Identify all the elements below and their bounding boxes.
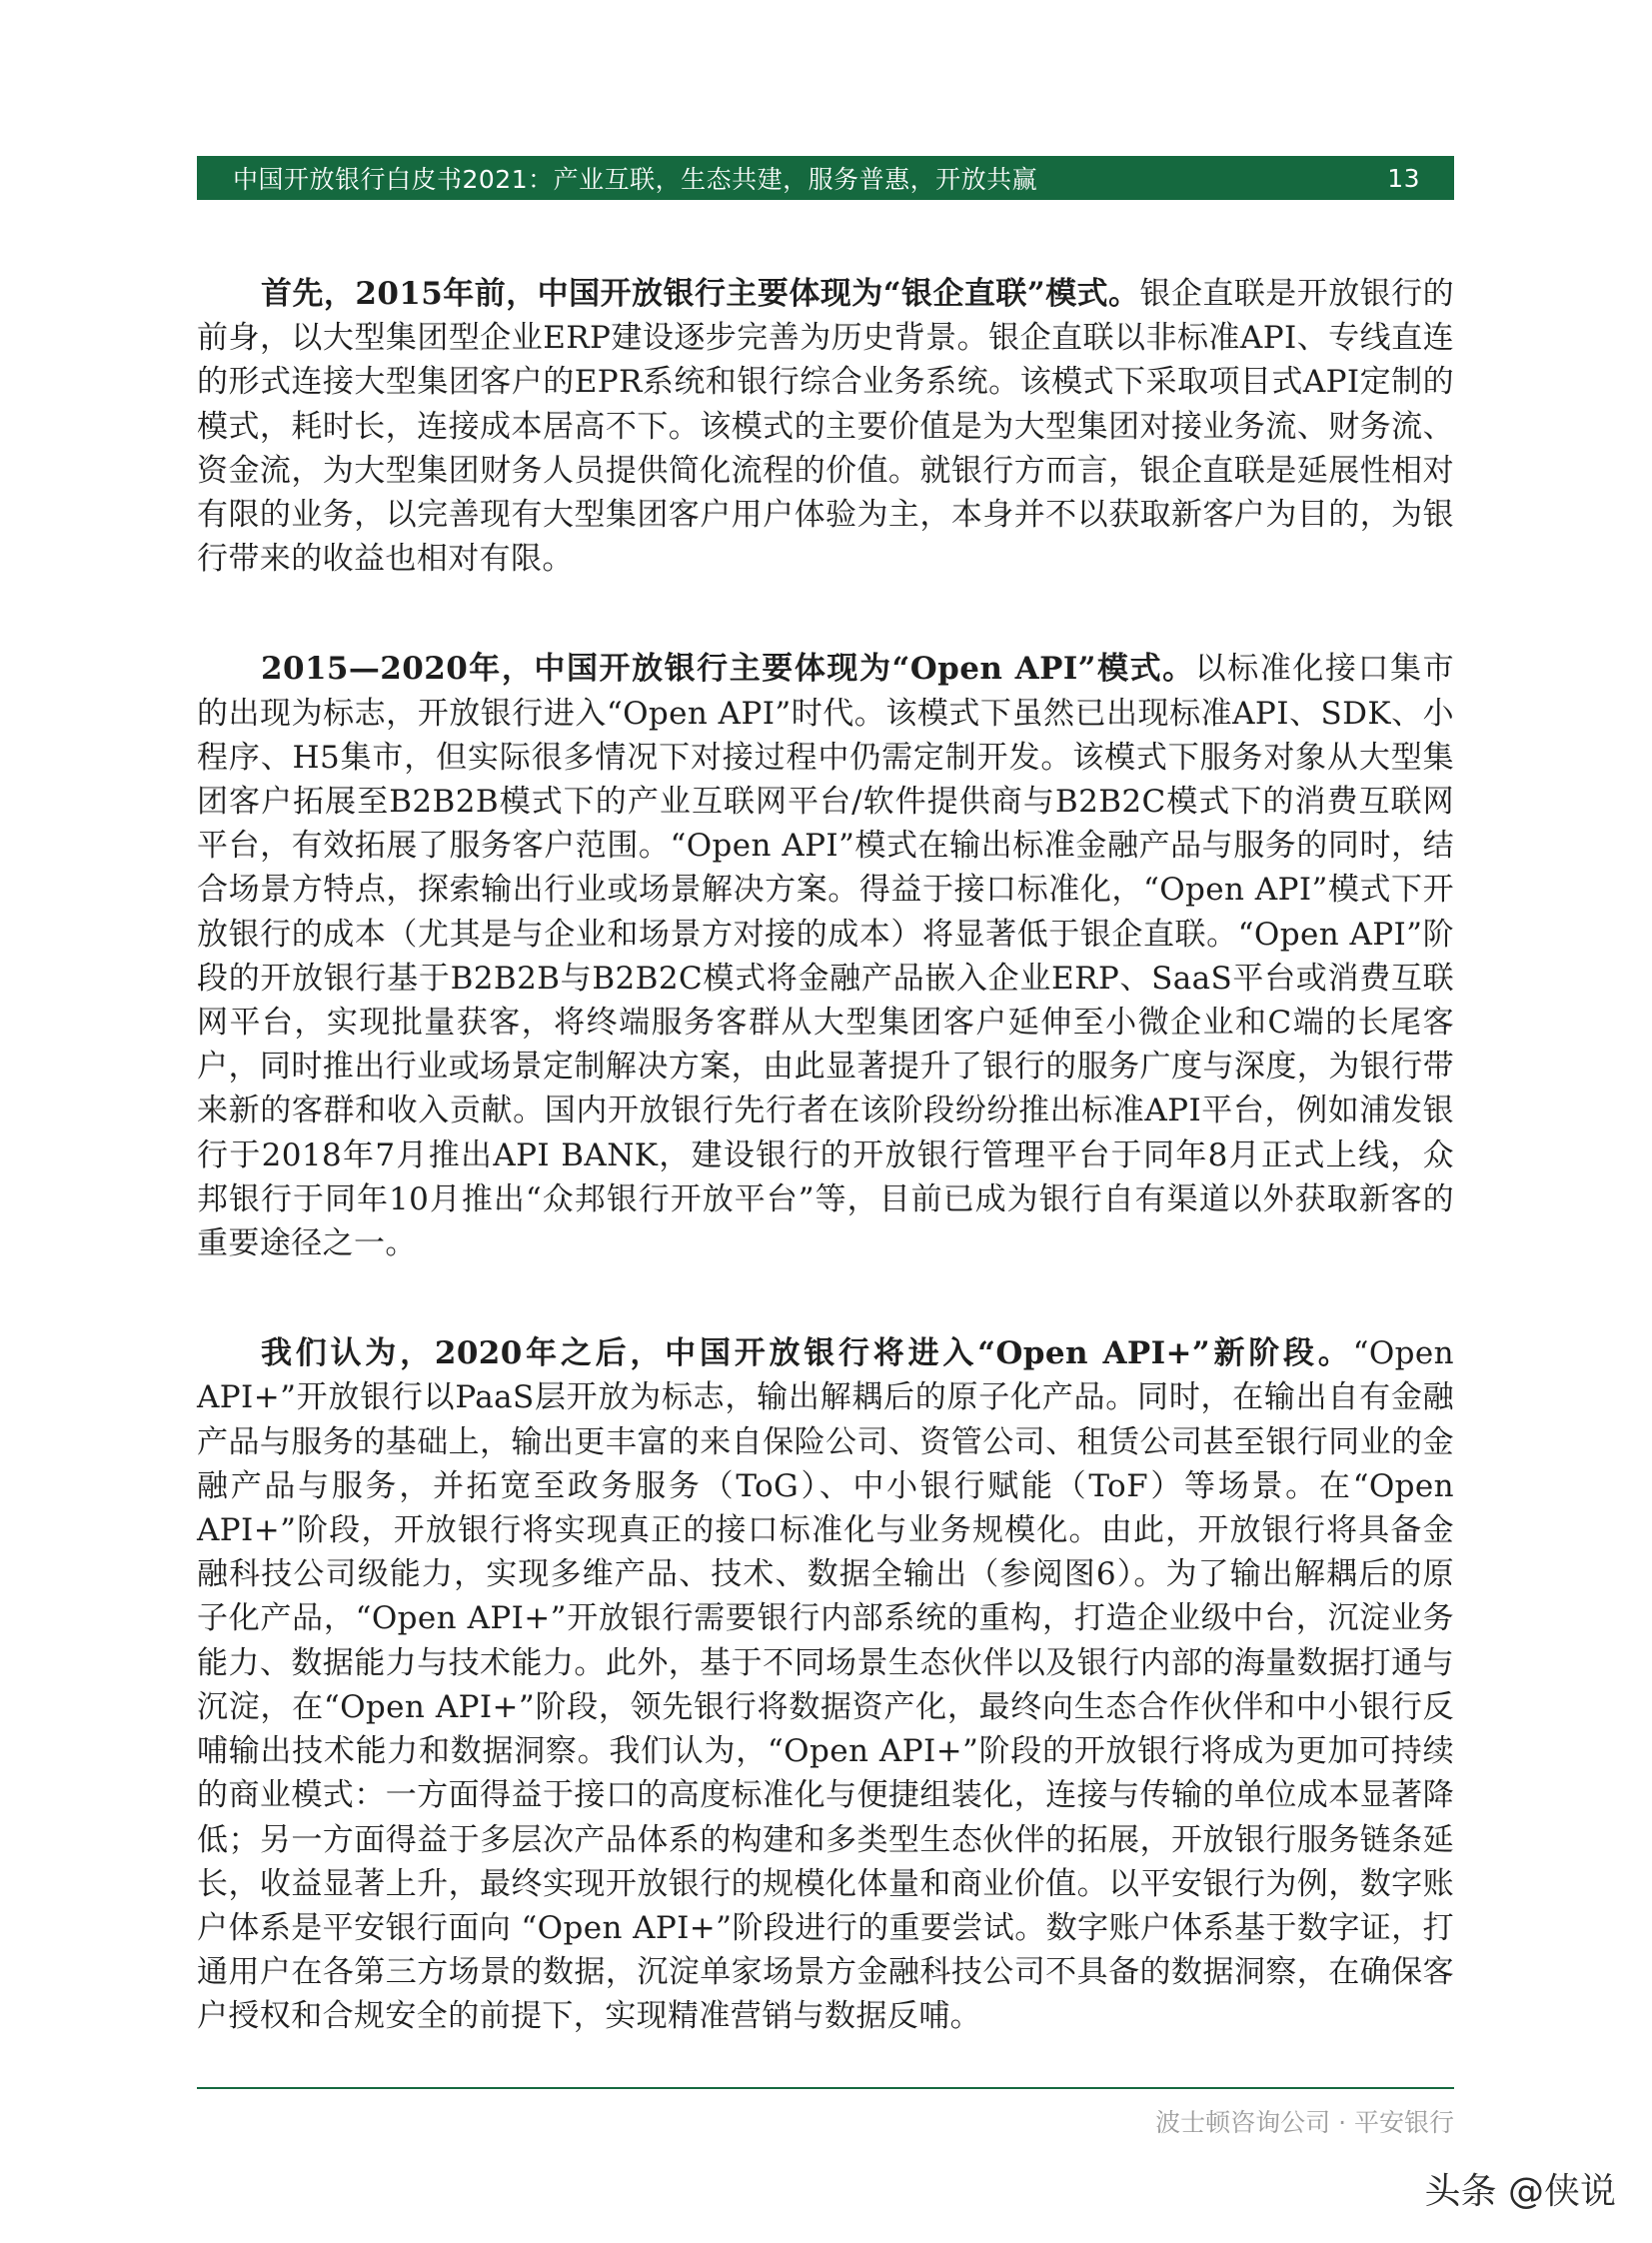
paragraph-1 [197,272,1454,581]
paragraph-3-lead: 我们认为，2020年之后，中国开放银行将进入“Open API+”新阶段。 [261,1335,1353,1372]
paragraph-1-body: 银企直联是开放银行的前身，以大型集团型企业ERP建设逐步完善为历史背景。银企直联以非标准API、专线直连的形式连接大型集团客户的EPR系统和银行综合业务系统。该模式下采取项目式API定制的模式，耗时长，连接成本居高不下。该模式的主要价值是为大型集团对接业务流、财务流、资金流，为大型集团财务人员提供简化流程的价值。就银行方而言，银企直联是延展性相对有限的业务，以完善现有大型集团客户用户体验为主，本身并不以获取新客户为目的，为银行带来的收益也相对有限。 [197,276,1454,578]
page-number: 13 [1387,163,1420,193]
footer-divider [197,2087,1454,2089]
paragraph-2-lead: 2015—2020年，中国开放银行主要体现为“Open API”模式。 [261,651,1195,688]
header-title: 中国开放银行白皮书2021：产业互联，生态共建，服务普惠，开放共赢 [233,165,1038,194]
paragraph-2 [197,647,1454,1265]
paragraph-2-body: 以标准化接口集市的出现为标志，开放银行进入“Open API”时代。该模式下虽然已出现标准API、SDK、小程序、H5集市，但实际很多情况下对接过程中仍需定制开发。该模式下服务对象从大型集团客户拓展至B2B2B模式下的产业互联网平台/软件提供商与B2B2C模式下的消费互联网平台，有效拓展了服务客户范围。“Open API”模式在输出标准金融产品与服务的同时，结合场景方特点，探索输出行业或场景解决方案。得益于接口标准化，“Open API”模式下开放银行的成本（尤其是与企业和场景方对接的成本）将显著低于银企直联。“Open API”阶段的开放银行基于B2B2B与B2B2C模式将金融产品嵌入企业ERP、SaaS平台或消费互联网平台，实现批量获客，将终端服务客群从大型集团客户延伸至小微企业和C端的长尾客户，同时推出行业或场景定制解决方案，由此显著提升了银行的服务广度与深度，为银行带来新的客群和收入贡献。国内开放银行先行者在该阶段纷纷推出标准API平台，例如浦发银行于2018年7月推出API BANK，建设银行的开放银行管理平台于同年8月正式上线，众邦银行于同年10月推出“众邦银行开放平台”等，目前已成为银行自有渠道以外获取新客的重要途径之一。 [197,651,1454,1262]
paragraph-3 [197,1331,1454,2038]
watermark: 头条 @侠说 [1424,2171,1616,2212]
paragraph-3-body: “Open API+”开放银行以PaaS层开放为标志，输出解耦后的原子化产品。同时，在输出自有金融产品与服务的基础上，输出更丰富的来自保险公司、资管公司、租赁公司甚至银行同业的金融产品与服务，并拓宽至政务服务（ToG）、中小银行赋能（ToF）等场景。在“Open API+”阶段，开放银行将实现真正的接口标准化与业务规模化。由此，开放银行将具备金融科技公司级能力，实现多维产品、技术、数据全输出（参阅图6）。为了输出解耦后的原子化产品，“Open API+”开放银行需要银行内部系统的重构，打造企业级中台，沉淀业务能力、数据能力与技术能力。此外，基于不同场景生态伙伴以及银行内部的海量数据打通与沉淀，在“Open API+”阶段，领先银行将数据资产化，最终向生态合作伙伴和中小银行反哺输出技术能力和数据洞察。我们认为，“Open API+”阶段的开放银行将成为更加可持续的商业模式：一方面得益于接口的高度标准化与便捷组装化，连接与传输的单位成本显著降低；另一方面得益于多层次产品体系的构建和多类型生态伙伴的拓展，开放银行服务链条延长，收益显著上升，最终实现开放银行的规模化体量和商业价值。以平安银行为例，数字账户体系是平安银行面向 “Open API+”阶段进行的重要尝试。数字账户体系基于数字证，打通用户在各第三方场景的数据，沉淀单家场景方金融科技公司不具备的数据洞察，在确保客户授权和合规安全的前提下，实现精准营销与数据反哺。 [197,1335,1454,2035]
paragraph-1-lead: 首先，2015年前，中国开放银行主要体现为“银企直联”模式。 [261,276,1140,312]
header-bar [197,156,1454,200]
footer-publishers: 波士顿咨询公司 · 平安银行 [1155,2108,1454,2137]
main-content [197,272,1454,2105]
